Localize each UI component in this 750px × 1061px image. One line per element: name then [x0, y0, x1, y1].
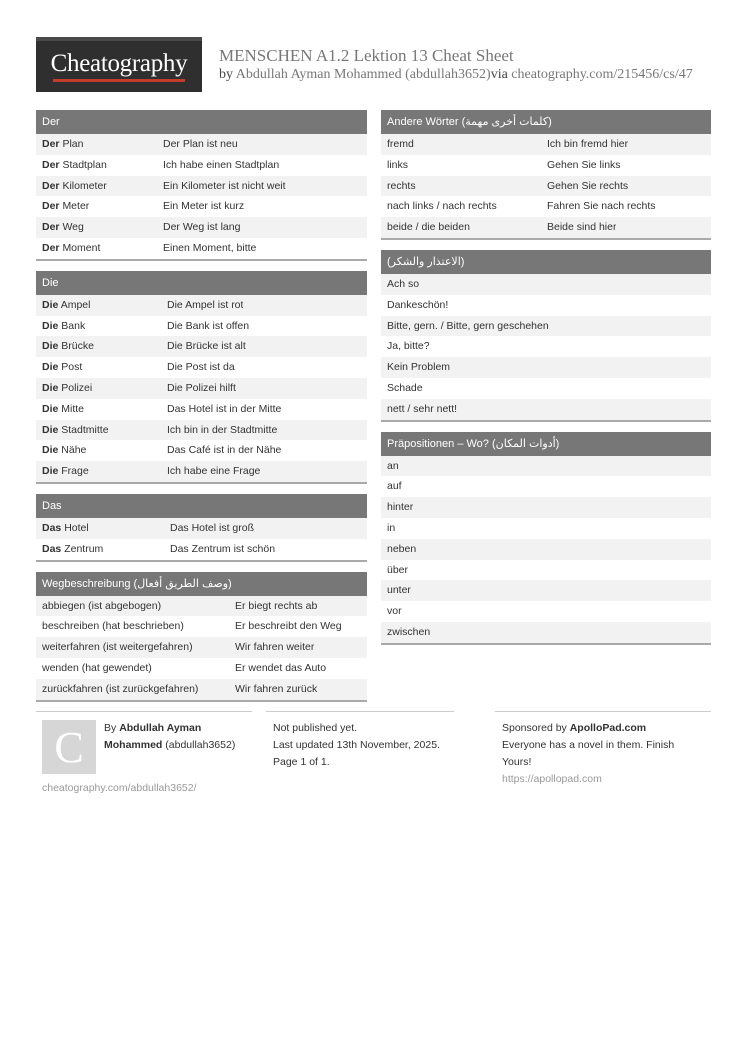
verb-cell: abbiegen (ist abgebogen) — [42, 599, 162, 612]
noun: Kilometer — [62, 179, 107, 192]
example-cell: Ein Meter ist kurz — [163, 200, 245, 213]
footer-by-label: By — [104, 722, 117, 734]
table-row — [381, 134, 711, 155]
phrase: Dankeschön! — [387, 298, 449, 311]
article: Das — [42, 521, 62, 534]
table-row — [36, 658, 367, 679]
term-cell — [36, 539, 170, 560]
preposition: vor — [387, 605, 402, 618]
table-row — [36, 316, 367, 337]
noun: Bank — [61, 319, 86, 332]
table-row — [381, 217, 711, 238]
list-item — [381, 295, 711, 316]
sponsor-line — [495, 720, 711, 737]
article: Die — [42, 423, 59, 436]
noun: Moment — [62, 241, 101, 254]
list-item — [381, 580, 711, 601]
article: Die — [42, 361, 59, 374]
page-subtitle — [219, 67, 715, 83]
footer-author — [36, 711, 252, 810]
footer-author-text — [104, 720, 254, 754]
term-cell — [36, 461, 167, 482]
section-der-title: Der — [36, 110, 367, 134]
list-item — [381, 274, 711, 295]
noun: Ampel — [60, 298, 91, 311]
last-updated: Last updated 13th November, 2025. — [273, 739, 440, 751]
table-row — [36, 134, 367, 155]
section-wegbeschreibung-title: Wegbeschreibung (وصف الطريق أفعال) — [36, 572, 367, 596]
example-cell: Ich habe eine Frage — [167, 465, 261, 478]
section-praepositionen — [381, 432, 711, 645]
example-cell: Wir fahren weiter — [235, 641, 315, 654]
verb-cell: zurückfahren (ist zurückgefahren) — [42, 682, 199, 695]
section-andere-title: Andere Wörter (كلمات أخرى مهمة) — [381, 110, 711, 134]
table-row — [36, 399, 367, 420]
preposition: unter — [387, 584, 411, 597]
section-praepositionen-rows — [381, 456, 711, 643]
article: Das — [42, 542, 62, 555]
example-cell: Ich bin in der Stadtmitte — [167, 423, 278, 436]
publish-status: Not published yet. — [273, 722, 358, 734]
noun: Hotel — [64, 521, 89, 534]
section-praepositionen-title: Präpositionen – Wo? (أدوات المكان) — [381, 432, 711, 456]
example-cell: Der Plan ist neu — [163, 138, 238, 150]
example-cell: Er beschreibt den Weg — [235, 620, 342, 633]
example-cell: Wir fahren zurück — [235, 682, 318, 695]
footer-author-url[interactable]: cheatography.com/abdullah3652/ — [42, 782, 197, 794]
word-cell: beide / die beiden — [387, 221, 470, 234]
preposition: an — [387, 459, 399, 472]
table-row — [36, 518, 367, 539]
list-item — [381, 357, 711, 378]
article: Die — [42, 381, 59, 394]
example-cell: Fahren Sie nach rechts — [547, 200, 656, 213]
footer-author-handle: (abdullah3652) — [165, 739, 236, 751]
term-cell — [36, 399, 167, 420]
example-cell: Das Hotel ist groß — [170, 521, 255, 534]
section-andere-rows — [381, 134, 711, 238]
logo-underline — [53, 79, 185, 82]
section-wegbeschreibung-rows — [36, 596, 367, 700]
term-cell — [36, 357, 167, 378]
noun: Frage — [61, 465, 89, 478]
table-row — [36, 196, 367, 217]
example-cell: Die Ampel ist rot — [167, 298, 244, 311]
right-column — [381, 110, 711, 655]
footer-author-name[interactable]: Abdullah Ayman Mohammed — [104, 722, 202, 751]
noun: Plan — [62, 138, 84, 150]
preposition: neben — [387, 542, 417, 555]
example-cell: Gehen Sie links — [547, 158, 621, 171]
example-cell: Der Weg ist lang — [163, 221, 241, 234]
phrase: Kein Problem — [387, 361, 451, 374]
phrase: Bitte, gern. / Bitte, gern geschehen — [387, 319, 549, 332]
author-link[interactable]: Abdullah Ayman Mohammed (abdullah3652) — [235, 67, 491, 82]
sponsor-label: Sponsored by — [502, 722, 567, 734]
avatar[interactable]: C — [42, 720, 96, 774]
section-die — [36, 271, 367, 484]
noun: Brücke — [61, 340, 94, 353]
source-url-link[interactable]: cheatography.com/215456/cs/47 — [511, 67, 693, 82]
article: Der — [42, 200, 60, 213]
section-entschuldigung-title: (الاعتذار والشكر) — [381, 250, 711, 274]
noun: Mitte — [61, 402, 85, 415]
example-cell: Die Brücke ist alt — [167, 340, 246, 353]
via-label: via — [490, 67, 508, 82]
table-row — [36, 440, 367, 461]
preposition: über — [387, 563, 409, 576]
table-row — [36, 596, 367, 617]
table-row — [36, 238, 367, 259]
table-row — [36, 679, 367, 700]
word-cell: links — [387, 158, 409, 171]
logo-text: Cheatography — [50, 50, 188, 77]
noun: Post — [61, 361, 83, 374]
table-row — [36, 616, 367, 637]
noun: Zentrum — [64, 542, 104, 555]
list-item — [381, 378, 711, 399]
example-cell: Die Post ist da — [167, 361, 235, 374]
term-cell — [36, 378, 167, 399]
preposition: zwischen — [387, 625, 431, 638]
sponsor-text: Everyone has a novel in them. Finish Yours! — [502, 739, 675, 768]
example-cell: Er wendet das Auto — [235, 661, 327, 674]
word-cell: fremd — [387, 138, 414, 150]
phrase: Ach so — [387, 277, 420, 290]
list-item — [381, 456, 711, 477]
term-cell — [36, 134, 163, 155]
footer-status — [266, 711, 454, 771]
sponsor-name[interactable]: ApolloPad.com — [569, 722, 647, 734]
table-row — [381, 196, 711, 217]
article: Der — [42, 241, 60, 254]
table-row — [36, 217, 367, 238]
preposition: auf — [387, 480, 402, 493]
example-cell: Ein Kilometer ist nicht weit — [163, 179, 286, 192]
term-cell — [36, 336, 167, 357]
term-cell — [36, 518, 170, 539]
article: Die — [42, 340, 59, 353]
example-cell: Er biegt rechts ab — [235, 599, 318, 612]
table-row — [36, 176, 367, 197]
table-row — [381, 176, 711, 197]
term-cell — [36, 420, 167, 441]
noun: Weg — [62, 221, 84, 234]
list-item — [381, 539, 711, 560]
list-item — [381, 497, 711, 518]
table-row — [36, 420, 367, 441]
preposition: hinter — [387, 501, 414, 514]
cheatography-logo[interactable] — [36, 37, 202, 92]
term-cell — [36, 176, 163, 197]
sponsor-url[interactable]: https://apollopad.com — [502, 773, 602, 785]
article: Der — [42, 158, 60, 171]
section-das-rows — [36, 518, 367, 560]
phrase: Schade — [387, 381, 423, 394]
example-cell: Das Café ist in der Nähe — [167, 444, 282, 457]
section-entschuldigung-rows — [381, 274, 711, 420]
article: Der — [42, 221, 60, 234]
table-row — [36, 637, 367, 658]
section-wegbeschreibung — [36, 572, 367, 702]
term-cell — [36, 295, 167, 316]
list-item — [381, 601, 711, 622]
section-entschuldigung — [381, 250, 711, 422]
section-der — [36, 110, 367, 261]
section-andere-woerter — [381, 110, 711, 240]
list-item — [381, 622, 711, 643]
list-item — [381, 336, 711, 357]
term-cell — [36, 238, 163, 259]
verb-cell: weiterfahren (ist weitergefahren) — [42, 641, 193, 654]
word-cell: rechts — [387, 179, 416, 192]
list-item — [381, 316, 711, 337]
table-row — [36, 295, 367, 316]
table-row — [36, 461, 367, 482]
phrase: nett / sehr nett! — [387, 402, 458, 415]
table-row — [36, 539, 367, 560]
table-row — [36, 357, 367, 378]
section-der-rows — [36, 134, 367, 259]
table-row — [36, 336, 367, 357]
left-column — [36, 110, 367, 712]
table-row — [36, 155, 367, 176]
section-die-rows — [36, 295, 367, 482]
list-item — [381, 518, 711, 539]
noun: Meter — [62, 200, 90, 213]
section-das-title: Das — [36, 494, 367, 518]
example-cell: Ich bin fremd hier — [547, 138, 629, 150]
term-cell — [36, 196, 163, 217]
article: Der — [42, 179, 60, 192]
example-cell: Das Zentrum ist schön — [170, 542, 276, 555]
example-cell: Das Hotel ist in der Mitte — [167, 402, 282, 415]
example-cell: Beide sind hier — [547, 221, 617, 234]
verb-cell: beschreiben (hat beschrieben) — [42, 620, 184, 633]
example-cell: Die Bank ist offen — [167, 319, 250, 332]
noun: Stadtmitte — [61, 423, 109, 436]
article: Die — [42, 465, 59, 478]
section-das — [36, 494, 367, 562]
phrase: Ja, bitte? — [387, 340, 430, 353]
page-number: Page 1 of 1. — [273, 756, 330, 768]
example-cell: Die Polizei hilft — [167, 381, 236, 394]
section-die-title: Die — [36, 271, 367, 295]
noun: Stadtplan — [62, 158, 107, 171]
example-cell: Gehen Sie rechts — [547, 179, 629, 192]
term-cell — [36, 217, 163, 238]
example-cell: Einen Moment, bitte — [163, 241, 257, 254]
term-cell — [36, 155, 163, 176]
page-title: MENSCHEN A1.2 Lektion 13 Cheat Sheet — [219, 46, 514, 65]
article: Der — [42, 138, 60, 150]
article: Die — [42, 402, 59, 415]
noun: Polizei — [61, 381, 93, 394]
by-label: by — [219, 67, 233, 82]
preposition: in — [387, 521, 396, 534]
list-item — [381, 399, 711, 420]
term-cell — [36, 440, 167, 461]
table-row — [381, 155, 711, 176]
verb-cell: wenden (hat gewendet) — [42, 661, 152, 674]
word-cell: nach links / nach rechts — [387, 200, 497, 213]
footer-sponsor — [495, 711, 711, 788]
list-item — [381, 560, 711, 581]
term-cell — [36, 316, 167, 337]
noun: Nähe — [61, 444, 87, 457]
table-row — [36, 378, 367, 399]
list-item — [381, 476, 711, 497]
article: Die — [42, 444, 59, 457]
article: Die — [42, 298, 59, 311]
article: Die — [42, 319, 59, 332]
example-cell: Ich habe einen Stadtplan — [163, 158, 280, 171]
